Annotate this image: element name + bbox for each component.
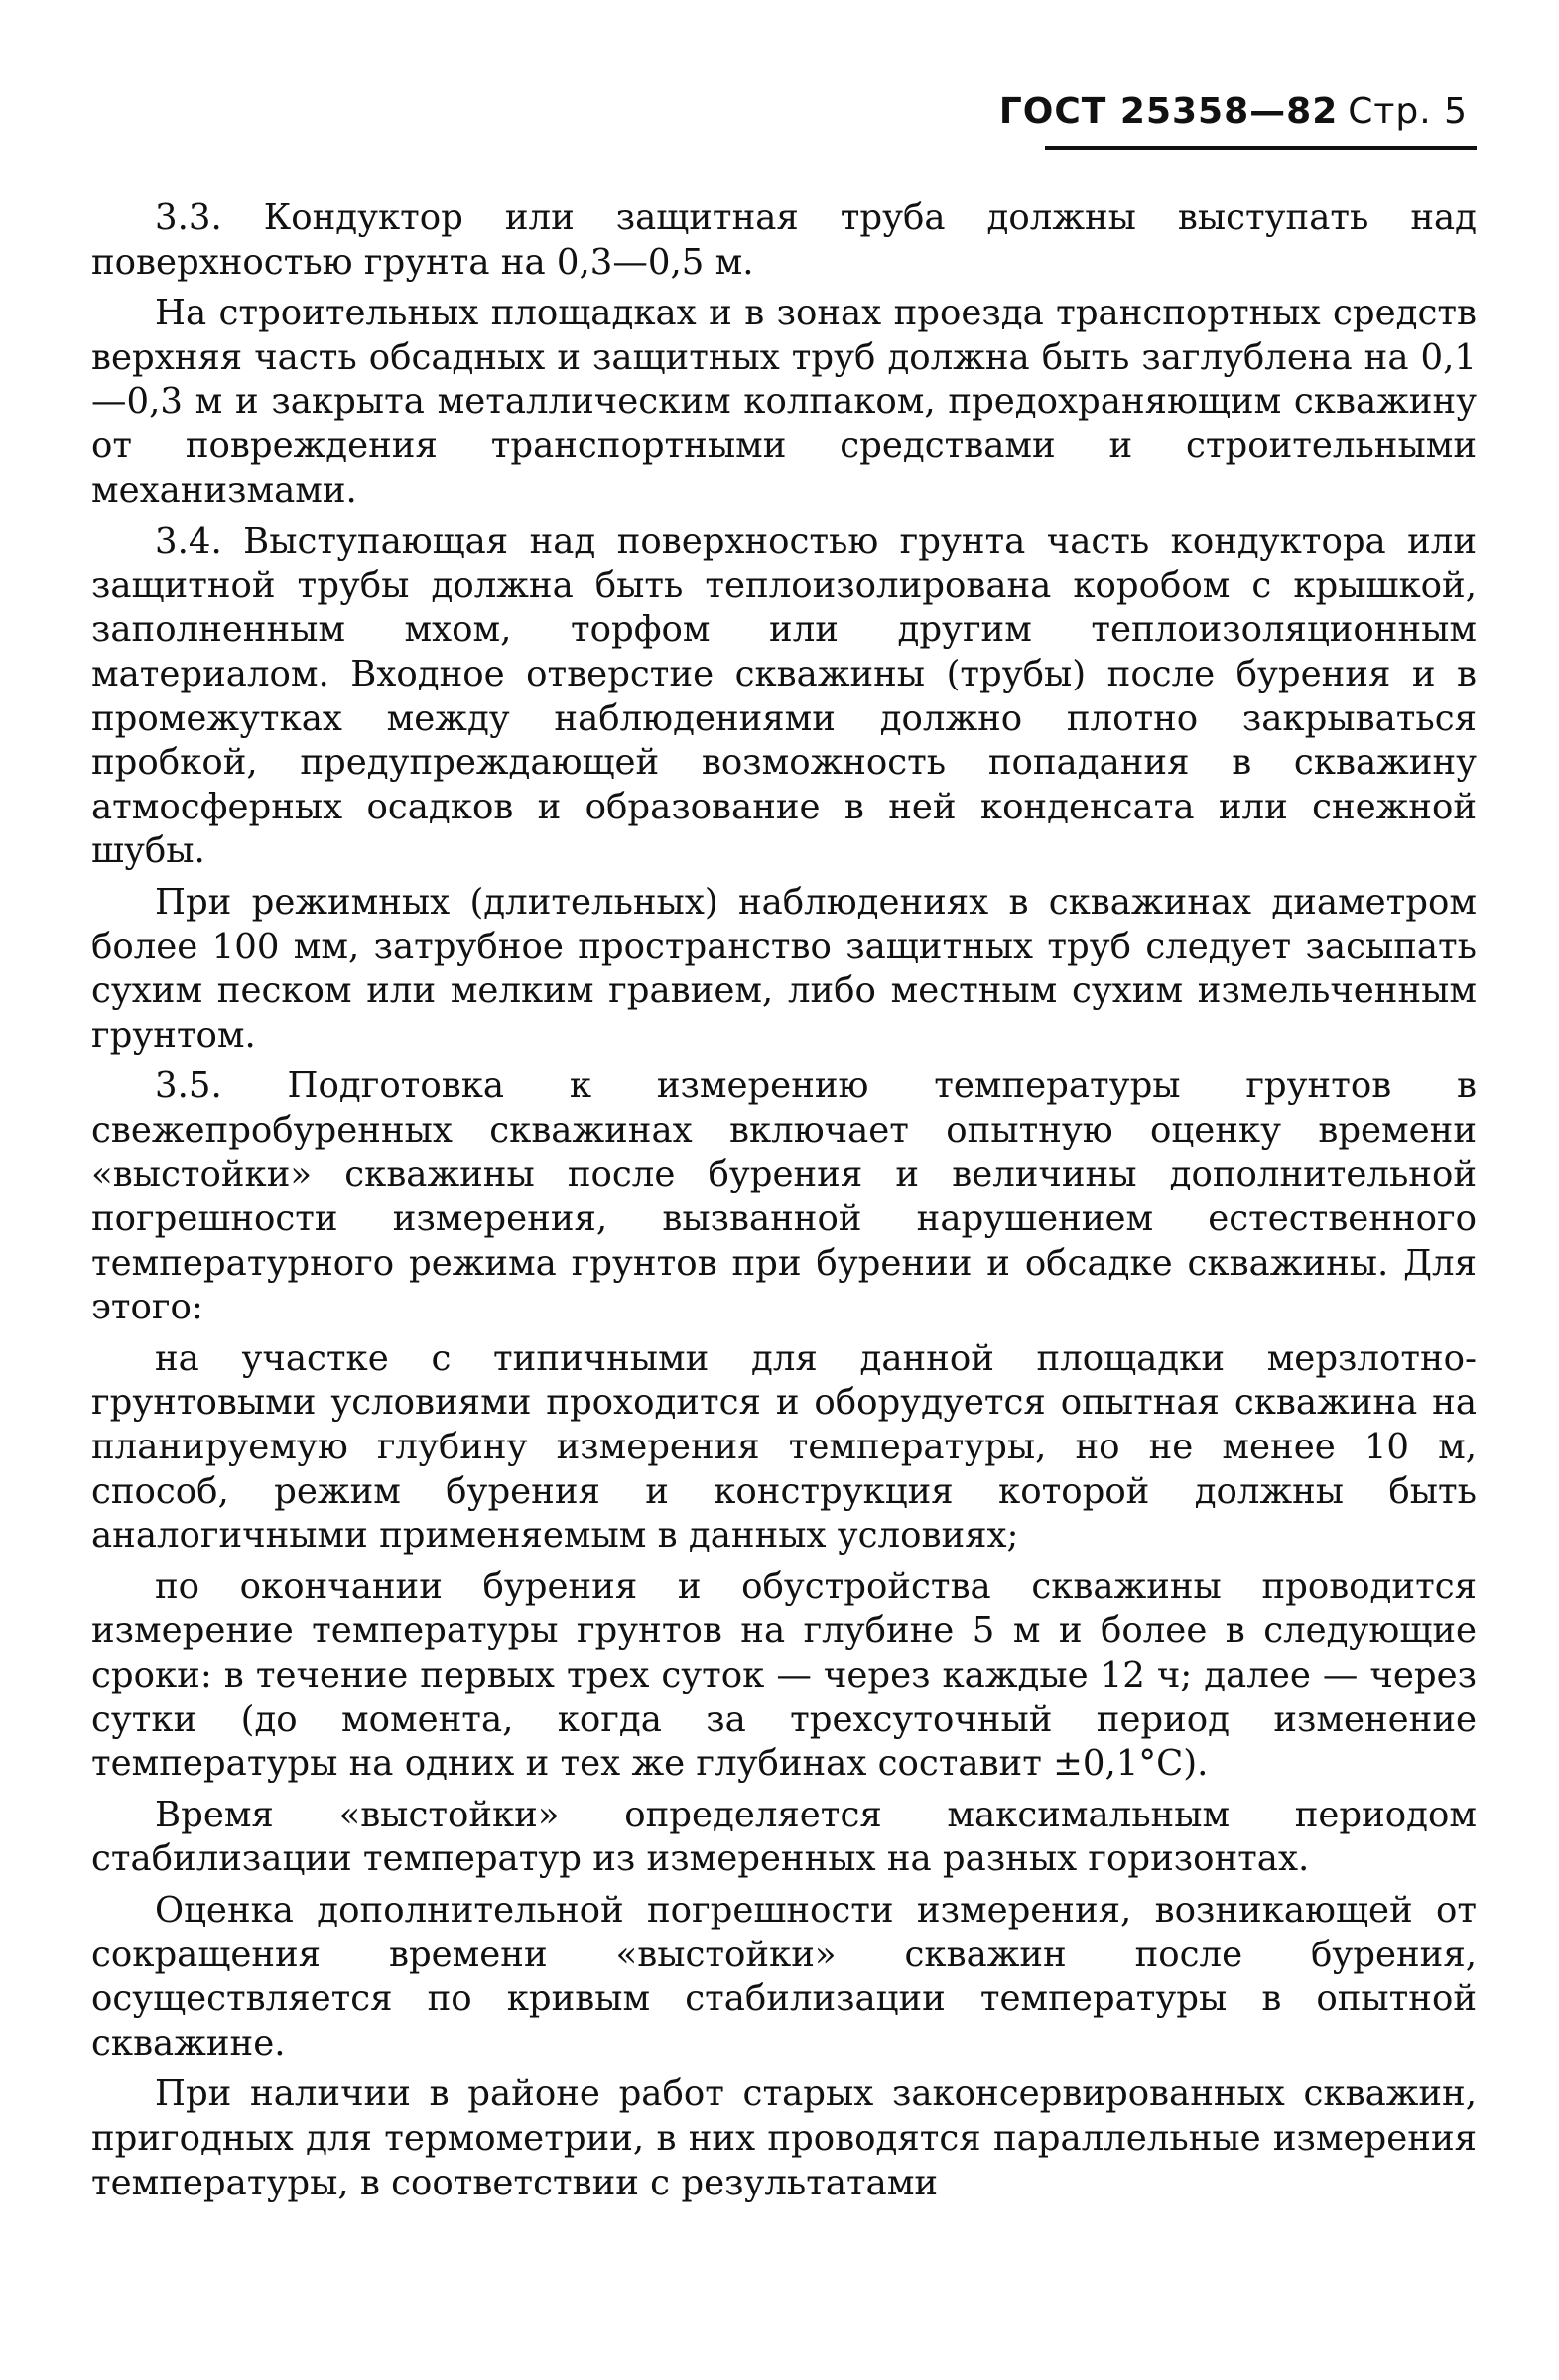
page-number: Стр. 5 <box>1348 91 1468 132</box>
page-header <box>999 91 1468 132</box>
paragraph-measurement-schedule: по окончании бурения и обустройства скважины проводится измерение температуры грунтов на глубине 5 м и более в следующие сроки: в течение первых трех суток — через каждые 12 ч; далее — через сутки (до момента, когда за трехсуточный период изменение температуры на одних и тех же глубинах составит ±0,1°С). <box>91 1566 1477 1785</box>
paragraph-3-4: 3.4. Выступающая над поверхностью грунта часть кондуктора или защитной трубы должна быть теплоизолирована коробом с крышкой, заполненным мхом, торфом или другим теплоизоляционным материалом. Входное отверстие скважины (трубы) после бурения и в промежутках между наблюдениями должно плотно закрываться пробкой, предупреждающей возможность попадания в скважину атмосферных осадков и образование в ней конденсата или снежной шубы. <box>91 521 1477 872</box>
paragraph-construction-sites: На строительных площадках и в зонах проезда транспортных средств верхняя часть обсадных и защитных труб должна быть заглублена на 0,1—0,3 м и закрыта металлическим колпаком, предохраняющим скважину от повреждения транспортными средствами и строительными механизмами. <box>91 293 1477 511</box>
paragraph-error-estimate: Оценка дополнительной погрешности измерения, возникающей от сокращения времени «выстойки» скважин после бурения, осуществляется по кривым стабилизации температуры в опытной скважине. <box>91 1889 1477 2064</box>
paragraph-old-boreholes: При наличии в районе работ старых законсервированных скважин, пригодных для термометрии, в них проводятся параллельные измерения температуры, в соответствии с результатами <box>91 2073 1477 2203</box>
header-rule <box>1045 146 1477 150</box>
paragraph-standing-time: Время «выстойки» определяется максимальным периодом стабилизации температур из измеренных на разных горизонтах. <box>91 1794 1477 1880</box>
standard-id: ГОСТ 25358—82 <box>998 91 1339 132</box>
paragraph-test-borehole: на участке с типичными для данной площадки мерзлотно-грунтовыми условиями проходится и оборудуется опытная скважина на планируемую глубину измерения температуры, но не менее 10 м, способ, режим бурения и конструкция которой должны быть аналогичными применяемым в данных условиях; <box>91 1337 1477 1557</box>
body-text <box>91 196 1477 2205</box>
paragraph-regime-observations: При режимных (длительных) наблюдениях в скважинах диаметром более 100 мм, затрубное пространство защитных труб следует засыпать сухим песком или мелким гравием, либо местным сухим измельченным грунтом. <box>91 881 1477 1056</box>
paragraph-3-3: 3.3. Кондуктор или защитная труба должны выступать над поверхностью грунта на 0,3—0,5 м. <box>91 197 1477 283</box>
paragraph-3-5: 3.5. Подготовка к измерению температуры грунтов в свежепробуренных скважинах включает опытную оценку времени «выстойки» скважины после бурения и величины дополнительной погрешности измерения, вызванной нарушением естественного температурного режима грунтов при бурении и обсадке скважины. Для этого: <box>91 1065 1477 1328</box>
